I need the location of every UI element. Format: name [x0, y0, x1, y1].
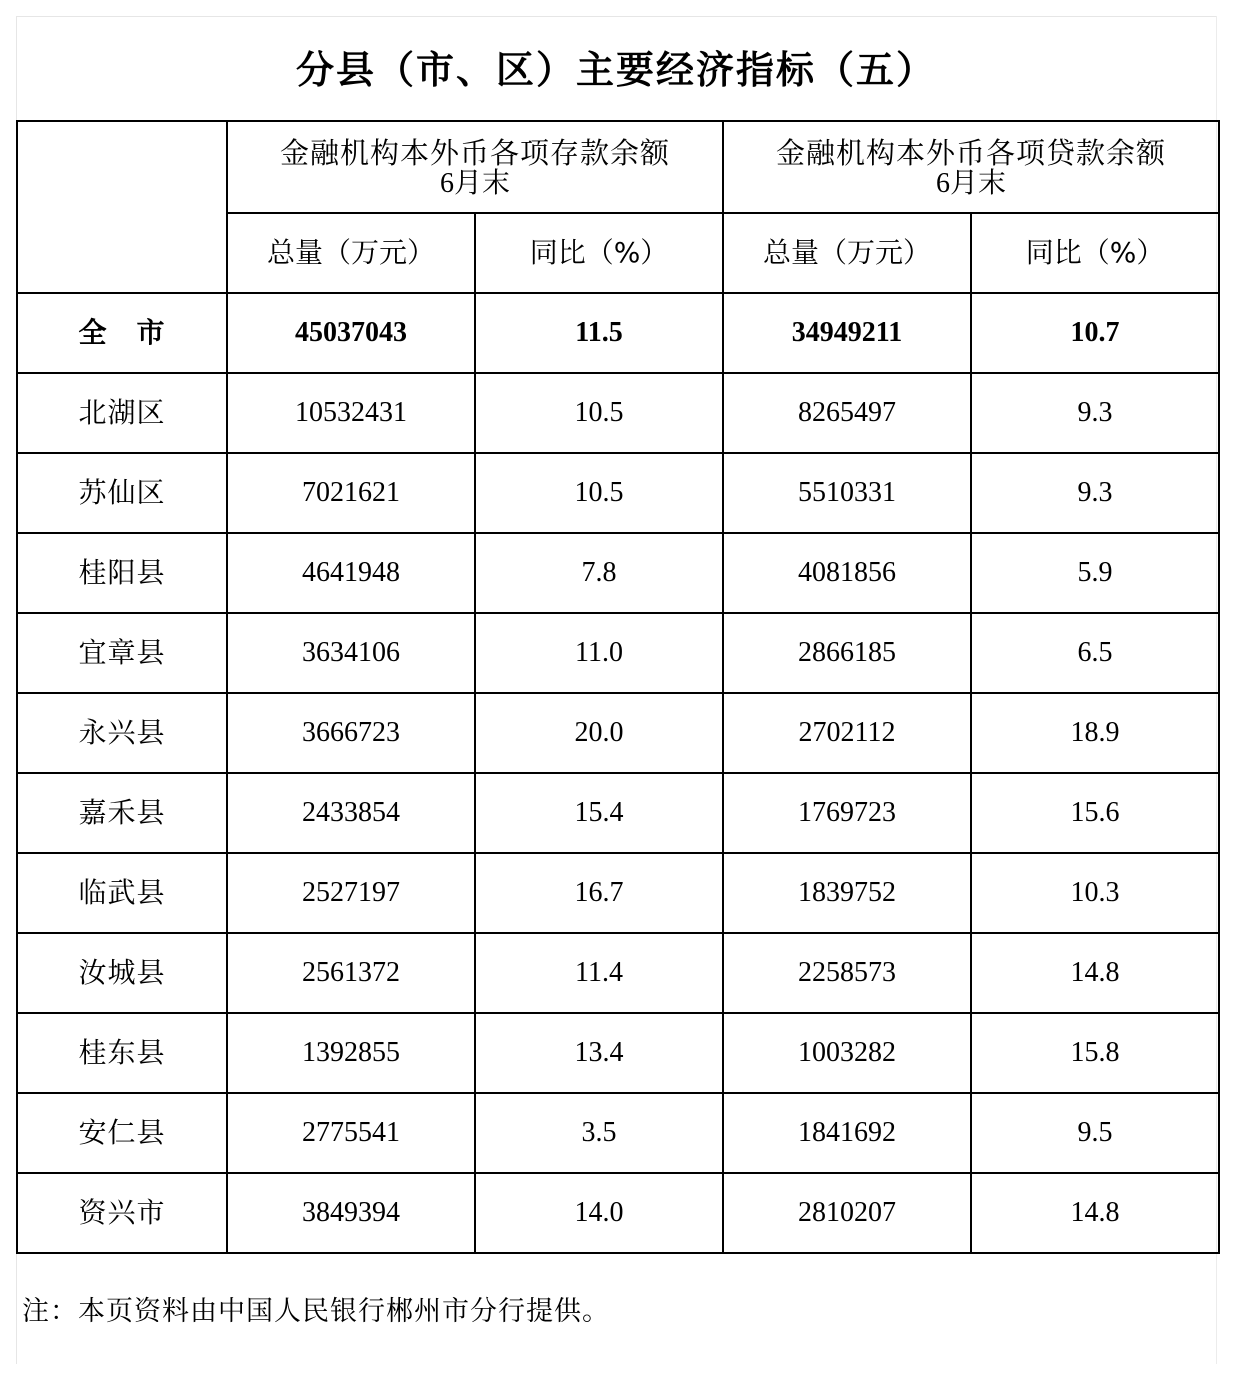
- loan-total-cell: 2810207: [723, 1173, 971, 1253]
- deposit-yoy-cell: 11.4: [475, 933, 723, 1013]
- loan-yoy-cell: 14.8: [971, 933, 1219, 1013]
- loan-yoy-cell: 14.8: [971, 1173, 1219, 1253]
- deposit-group-header: [227, 121, 723, 213]
- deposit-total-cell: 2433854: [227, 773, 475, 853]
- table-row: [17, 853, 1219, 933]
- deposit-yoy-cell: 13.4: [475, 1013, 723, 1093]
- loan-group-label: 金融机构本外币各项贷款余额: [776, 136, 1167, 170]
- deposit-total-cell: 2561372: [227, 933, 475, 1013]
- loan-yoy-cell: 10.3: [971, 853, 1219, 933]
- deposit-total-header: 总量（万元）: [227, 213, 475, 293]
- table-row: [17, 533, 1219, 613]
- table-row: [17, 1013, 1219, 1093]
- deposit-period-label: 6月末: [440, 168, 511, 199]
- table-row: [17, 933, 1219, 1013]
- region-name-cell: 桂阳县: [17, 533, 227, 613]
- loan-yoy-cell: 9.3: [971, 373, 1219, 453]
- table-row: [17, 1173, 1219, 1253]
- deposit-total-cell: 45037043: [227, 293, 475, 373]
- region-name-cell: 苏仙区: [17, 453, 227, 533]
- loan-yoy-header: 同比（%）: [971, 213, 1219, 293]
- loan-yoy-cell: 9.5: [971, 1093, 1219, 1173]
- deposit-yoy-cell: 15.4: [475, 773, 723, 853]
- region-name-cell: 汝城县: [17, 933, 227, 1013]
- loan-total-cell: 1003282: [723, 1013, 971, 1093]
- deposit-yoy-cell: 7.8: [475, 533, 723, 613]
- loan-total-cell: 1769723: [723, 773, 971, 853]
- deposit-yoy-cell: 16.7: [475, 853, 723, 933]
- deposit-total-cell: 1392855: [227, 1013, 475, 1093]
- deposit-yoy-header: 同比（%）: [475, 213, 723, 293]
- table-row: [17, 373, 1219, 453]
- page-title: 分县（市、区）主要经济指标（五）: [295, 48, 936, 92]
- loan-group-header: [723, 121, 1219, 213]
- region-name-cell: 嘉禾县: [17, 773, 227, 853]
- loan-total-cell: 34949211: [723, 293, 971, 373]
- table-row: [17, 693, 1219, 773]
- loan-yoy-cell: 10.7: [971, 293, 1219, 373]
- region-name-cell: 全 市: [17, 293, 227, 373]
- region-name-cell: 资兴市: [17, 1173, 227, 1253]
- source-note: 注：本页资料由中国人民银行郴州市分行提供。: [22, 1296, 610, 1327]
- loan-yoy-cell: 18.9: [971, 693, 1219, 773]
- deposit-yoy-cell: 20.0: [475, 693, 723, 773]
- deposit-yoy-cell: 10.5: [475, 453, 723, 533]
- loan-period-label: 6月末: [936, 168, 1007, 199]
- loan-total-cell: 1839752: [723, 853, 971, 933]
- loan-total-cell: 8265497: [723, 373, 971, 453]
- loan-yoy-cell: 15.6: [971, 773, 1219, 853]
- region-name-cell: 北湖区: [17, 373, 227, 453]
- region-name-cell: 临武县: [17, 853, 227, 933]
- deposit-yoy-cell: 11.0: [475, 613, 723, 693]
- deposit-total-cell: 10532431: [227, 373, 475, 453]
- loan-total-header: 总量（万元）: [723, 213, 971, 293]
- loan-total-cell: 1841692: [723, 1093, 971, 1173]
- header-region-cell: [17, 121, 227, 293]
- loan-total-cell: 5510331: [723, 453, 971, 533]
- loan-total-cell: 2702112: [723, 693, 971, 773]
- deposit-total-cell: 2775541: [227, 1093, 475, 1173]
- deposit-total-cell: 3849394: [227, 1173, 475, 1253]
- header-row-group: [17, 121, 1219, 213]
- deposit-group-label: 金融机构本外币各项存款余额: [280, 136, 671, 170]
- loan-total-cell: 2258573: [723, 933, 971, 1013]
- region-name-cell: 永兴县: [17, 693, 227, 773]
- deposit-total-cell: 4641948: [227, 533, 475, 613]
- deposit-total-cell: 3666723: [227, 693, 475, 773]
- table-row: [17, 1093, 1219, 1173]
- economic-indicators-table: [16, 120, 1220, 1254]
- loan-yoy-cell: 9.3: [971, 453, 1219, 533]
- deposit-total-cell: 3634106: [227, 613, 475, 693]
- deposit-yoy-cell: 10.5: [475, 373, 723, 453]
- region-name-cell: 桂东县: [17, 1013, 227, 1093]
- table-row-total: [17, 293, 1219, 373]
- table-row: [17, 613, 1219, 693]
- deposit-total-cell: 2527197: [227, 853, 475, 933]
- loan-total-cell: 2866185: [723, 613, 971, 693]
- deposit-total-cell: 7021621: [227, 453, 475, 533]
- loan-yoy-cell: 15.8: [971, 1013, 1219, 1093]
- table-row: [17, 773, 1219, 853]
- deposit-yoy-cell: 14.0: [475, 1173, 723, 1253]
- page-border-top: [16, 16, 1216, 17]
- deposit-yoy-cell: 11.5: [475, 293, 723, 373]
- region-name-cell: 安仁县: [17, 1093, 227, 1173]
- table-row: [17, 453, 1219, 533]
- loan-yoy-cell: 5.9: [971, 533, 1219, 613]
- loan-total-cell: 4081856: [723, 533, 971, 613]
- deposit-yoy-cell: 3.5: [475, 1093, 723, 1173]
- region-name-cell: 宜章县: [17, 613, 227, 693]
- loan-yoy-cell: 6.5: [971, 613, 1219, 693]
